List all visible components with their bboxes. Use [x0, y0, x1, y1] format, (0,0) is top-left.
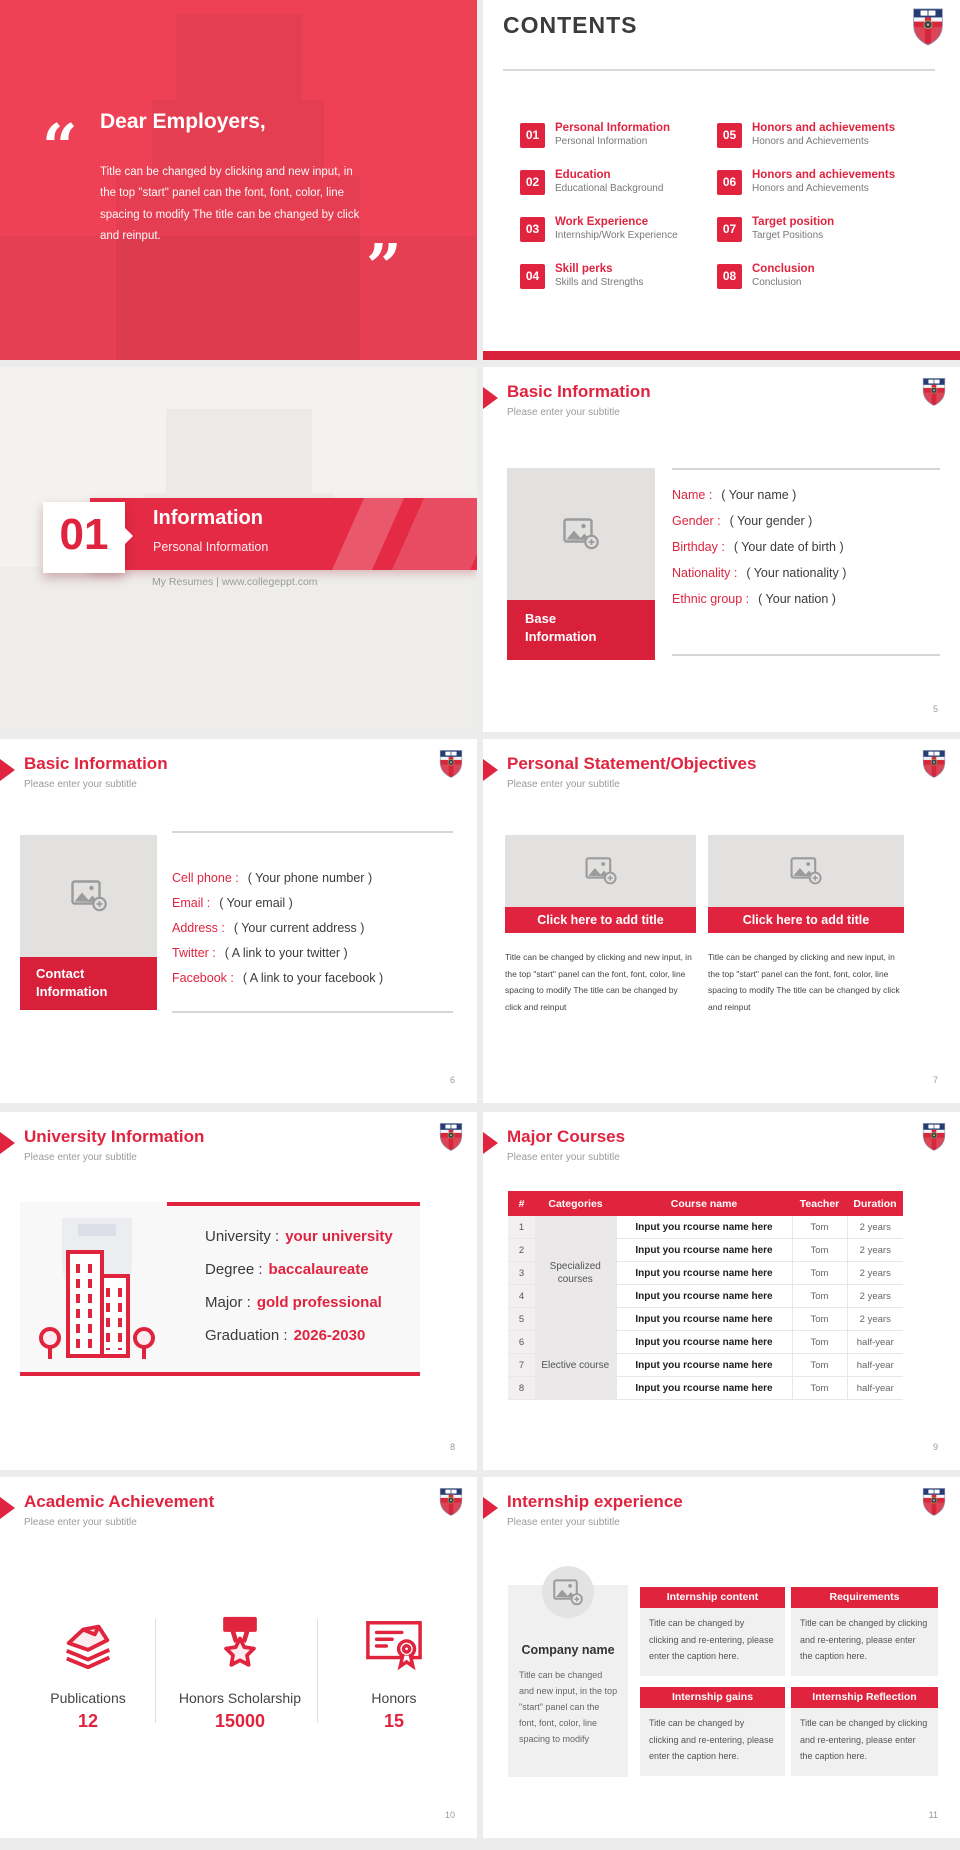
- slide-subtitle: Please enter your subtitle: [507, 1152, 620, 1163]
- item-subtitle: Honors and Achievements: [752, 136, 869, 147]
- page-number: 6: [449, 1075, 455, 1085]
- contents-item-04[interactable]: [520, 263, 717, 308]
- university-crest-icon: [922, 1122, 946, 1152]
- page-number: 10: [444, 1810, 455, 1820]
- field-label: Degree :: [205, 1261, 263, 1278]
- divider: [317, 1619, 318, 1723]
- slide-header: [0, 1492, 477, 1544]
- field-row: [172, 965, 383, 990]
- item-subtitle: Target Positions: [752, 230, 824, 241]
- cover-heading: Dear Employers,: [100, 110, 266, 133]
- arrow-marker-icon: [483, 759, 498, 781]
- slide-academic-achievement[interactable]: [0, 1477, 477, 1838]
- item-number-badge: 05: [717, 123, 742, 148]
- field-value: your university: [285, 1228, 393, 1245]
- photo-placeholder[interactable]: [20, 835, 157, 957]
- field-row: [172, 915, 383, 940]
- duration-cell: 2 years: [847, 1285, 903, 1308]
- field-label: Major :: [205, 1294, 251, 1311]
- building-silhouette: [176, 14, 302, 100]
- arrow-marker-icon: [0, 1497, 15, 1519]
- field-label: Cell phone :: [172, 870, 239, 885]
- column-header: #: [508, 1191, 535, 1216]
- slide-header: [483, 382, 960, 434]
- university-crest-icon: [922, 377, 946, 407]
- item-number-badge: 06: [717, 170, 742, 195]
- stat-label: Publications: [50, 1690, 126, 1706]
- contents-item-01[interactable]: [520, 122, 717, 167]
- teacher-cell: Tom: [792, 1216, 847, 1239]
- teacher-cell: Tom: [792, 1308, 847, 1331]
- section-footer: My Resumes | www.collegeppt.com: [152, 576, 318, 588]
- photo-label: [507, 600, 655, 660]
- field-label: Graduation :: [205, 1327, 288, 1344]
- field-row: [172, 890, 383, 915]
- slide-header: [0, 1127, 477, 1179]
- field-row: [205, 1228, 393, 1245]
- stat-publications: [8, 1616, 168, 1732]
- card-body-text: Title can be changed by clicking and re-entering, please enter the caption here.: [791, 1608, 938, 1676]
- divider: [172, 831, 453, 833]
- row-number: 7: [508, 1354, 535, 1377]
- duration-cell: half-year: [847, 1354, 903, 1377]
- add-photo-icon: [563, 518, 599, 550]
- field-label: Twitter :: [172, 945, 216, 960]
- arrow-marker-icon: [0, 1132, 15, 1154]
- building-silhouette: [0, 567, 477, 732]
- course-name-cell: Input you rcourse name here: [616, 1285, 792, 1308]
- item-subtitle: Personal Information: [555, 136, 648, 147]
- accent-line: [20, 1372, 420, 1376]
- internship-card: [640, 1687, 785, 1776]
- duration-cell: 2 years: [847, 1239, 903, 1262]
- bottom-accent-bar: [483, 351, 960, 360]
- stat-value: 15000: [214, 1711, 266, 1731]
- field-value: ( Your email ): [219, 895, 293, 910]
- open-quote-icon: “: [42, 110, 78, 183]
- field-row: [172, 865, 383, 890]
- table-row: [508, 1216, 903, 1239]
- item-subtitle: Honors and Achievements: [752, 183, 869, 194]
- course-name-cell: Input you rcourse name here: [616, 1354, 792, 1377]
- photo-placeholder[interactable]: [505, 835, 696, 907]
- field-row: [672, 508, 846, 534]
- field-value: ( Your date of birth ): [733, 540, 844, 554]
- field-value: baccalaureate: [268, 1261, 369, 1278]
- row-number: 4: [508, 1285, 535, 1308]
- add-photo-icon: [790, 857, 822, 885]
- contents-item-06[interactable]: [717, 169, 895, 214]
- teacher-cell: Tom: [792, 1331, 847, 1354]
- section-title: Information: [153, 507, 263, 529]
- section-banner: [90, 498, 477, 570]
- stat-value: 12: [77, 1711, 99, 1731]
- accent-line: [167, 1202, 420, 1206]
- slide-title: University Information: [24, 1127, 205, 1146]
- cover-body-text: Title can be changed by clicking and new input, in the top "start" panel can the font, font, color, line spacing to modify The title can be changed by click and reinput.: [100, 165, 360, 242]
- slide-basic-information[interactable]: [483, 367, 960, 732]
- item-number-badge: 02: [520, 170, 545, 195]
- field-label: Birthday :: [672, 540, 725, 554]
- item-title: Conclusion: [752, 263, 815, 275]
- university-crest-icon: [912, 7, 944, 47]
- field-value: ( Your current address ): [233, 920, 365, 935]
- card-title-bar[interactable]: Internship Reflection: [791, 1687, 938, 1708]
- row-number: 2: [508, 1239, 535, 1262]
- field-value: gold professional: [256, 1294, 382, 1311]
- field-row: [672, 482, 846, 508]
- field-value: 2026-2030: [293, 1327, 366, 1344]
- slide-title: Personal Statement/Objectives: [507, 754, 757, 773]
- table-row: [508, 1331, 903, 1354]
- card-body-text: Title can be changed by clicking and re-entering, please enter the caption here.: [640, 1708, 785, 1776]
- statement-card: [505, 835, 696, 1015]
- item-title: Work Experience: [555, 216, 649, 228]
- field-label: Gender :: [672, 514, 721, 528]
- photo-label-text: Contact Information: [36, 966, 108, 999]
- slide-contents[interactable]: [483, 0, 960, 360]
- university-crest-icon: [439, 1122, 463, 1152]
- field-label: Ethnic group :: [672, 592, 750, 606]
- field-row: [172, 940, 383, 965]
- category-cell: Elective course: [535, 1331, 616, 1400]
- field-list: [172, 865, 383, 990]
- field-label: University :: [205, 1228, 280, 1245]
- teacher-cell: Tom: [792, 1354, 847, 1377]
- company-body-text: Title can be changed and new input, in the top "start" panel can the font, font, color, line spacing to modify: [519, 1670, 618, 1744]
- university-fields: [205, 1228, 393, 1360]
- field-label: Email :: [172, 895, 211, 910]
- duration-cell: 2 years: [847, 1308, 903, 1331]
- divider: [172, 1011, 453, 1013]
- row-number: 1: [508, 1216, 535, 1239]
- slide-university-information[interactable]: [0, 1112, 477, 1470]
- slide-header: [0, 754, 477, 806]
- contents-title: CONTENTS: [503, 12, 638, 38]
- slide-header: [483, 1127, 960, 1179]
- building-silhouette: [166, 409, 312, 493]
- arrow-marker-icon: [483, 1497, 498, 1519]
- course-name-cell: Input you rcourse name here: [616, 1216, 792, 1239]
- banner-decoration: [388, 498, 477, 570]
- add-photo-icon: [71, 880, 107, 912]
- column-header: Course name: [616, 1191, 792, 1216]
- slide-subtitle: Please enter your subtitle: [24, 1517, 137, 1528]
- teacher-cell: Tom: [792, 1239, 847, 1262]
- field-row: [205, 1294, 393, 1311]
- add-photo-icon: [585, 857, 617, 885]
- field-label: Name :: [672, 488, 713, 502]
- table-header-row: [508, 1191, 903, 1216]
- contents-list: [520, 122, 895, 308]
- section-number-box: [43, 502, 125, 573]
- page-number: 7: [932, 1075, 938, 1085]
- slide-section-01[interactable]: [0, 367, 477, 732]
- add-title-button[interactable]: Click here to add title: [505, 907, 696, 933]
- duration-cell: half-year: [847, 1377, 903, 1400]
- slide-subtitle: Please enter your subtitle: [24, 1152, 137, 1163]
- slide-contact-information[interactable]: [0, 739, 477, 1103]
- item-title: Personal Information: [555, 122, 671, 134]
- duration-cell: half-year: [847, 1331, 903, 1354]
- field-row: [205, 1327, 393, 1344]
- item-title: Skill perks: [555, 263, 613, 275]
- photo-label: [20, 957, 157, 1010]
- teacher-cell: Tom: [792, 1285, 847, 1308]
- slide-title: Major Courses: [507, 1127, 626, 1146]
- item-title: Honors and achievements: [752, 122, 896, 134]
- field-value: ( Your phone number ): [247, 870, 373, 885]
- page-number: 8: [449, 1442, 455, 1452]
- field-value: ( Your nationality ): [746, 566, 847, 580]
- item-subtitle: Educational Background: [555, 183, 664, 194]
- company-panel: [508, 1585, 628, 1777]
- slide-header: [483, 754, 960, 806]
- column-header: Duration: [847, 1191, 903, 1216]
- category-cell: Specialized courses: [535, 1216, 616, 1331]
- photo-placeholder[interactable]: [708, 835, 904, 907]
- internship-card: [640, 1587, 785, 1676]
- card-title-bar[interactable]: Internship gains: [640, 1687, 785, 1708]
- course-table: [508, 1191, 903, 1400]
- section-number: 01: [59, 510, 109, 559]
- duration-cell: 2 years: [847, 1262, 903, 1285]
- slide-title: Academic Achievement: [24, 1492, 215, 1511]
- duration-cell: 2 years: [847, 1216, 903, 1239]
- field-value: ( Your name ): [721, 488, 797, 502]
- photo-label-text: Base Information: [525, 611, 597, 644]
- campus-building-illustration: [34, 1212, 160, 1368]
- stat-scholarship: [163, 1616, 317, 1732]
- card-title-bar[interactable]: Requirements: [791, 1587, 938, 1608]
- scholarship-medal-icon: [211, 1616, 269, 1674]
- row-number: 6: [508, 1331, 535, 1354]
- field-row: [672, 534, 846, 560]
- slide-title: Basic Information: [507, 382, 651, 401]
- item-number-badge: 08: [717, 264, 742, 289]
- field-value: ( A link to your twitter ): [224, 945, 348, 960]
- contents-item-03[interactable]: [520, 216, 717, 261]
- slide-subtitle: Please enter your subtitle: [24, 779, 137, 790]
- item-subtitle: Conclusion: [752, 277, 802, 288]
- course-name-cell: Input you rcourse name here: [616, 1308, 792, 1331]
- section-subtitle: Personal Information: [153, 540, 269, 554]
- course-name-cell: Input you rcourse name here: [616, 1239, 792, 1262]
- field-label: Facebook :: [172, 970, 234, 985]
- slide-internship-experience[interactable]: [483, 1477, 960, 1838]
- add-photo-icon: [553, 1579, 583, 1606]
- stat-honors: [322, 1616, 466, 1732]
- field-value: ( Your nation ): [758, 592, 836, 606]
- field-label: Nationality :: [672, 566, 738, 580]
- university-crest-icon: [922, 1487, 946, 1517]
- contents-item-02[interactable]: [520, 169, 717, 214]
- page-number: 9: [932, 1442, 938, 1452]
- divider: [672, 654, 940, 656]
- column-header: Teacher: [792, 1191, 847, 1216]
- slide-cover[interactable]: [0, 0, 477, 360]
- card-body-text: Title can be changed by clicking and new input, in the top "start" panel can the font, font, color, line spacing to modify The title can be changed by click and reinput: [708, 952, 900, 1012]
- row-number: 5: [508, 1308, 535, 1331]
- item-title: Education: [555, 169, 611, 181]
- arrow-marker-icon: [483, 1132, 498, 1154]
- university-crest-icon: [922, 749, 946, 779]
- item-number-badge: 07: [717, 217, 742, 242]
- course-name-cell: Input you rcourse name here: [616, 1331, 792, 1354]
- slide-title: Internship experience: [507, 1492, 683, 1511]
- teacher-cell: Tom: [792, 1377, 847, 1400]
- field-list: [672, 482, 846, 612]
- close-quote-icon: ”: [366, 230, 402, 303]
- item-number-badge: 01: [520, 123, 545, 148]
- slide-personal-statement[interactable]: [483, 739, 960, 1103]
- divider: [503, 69, 935, 71]
- course-name-cell: Input you rcourse name here: [616, 1262, 792, 1285]
- stat-label: Honors Scholarship: [178, 1690, 302, 1706]
- field-value: ( A link to your facebook ): [242, 970, 384, 985]
- teacher-cell: Tom: [792, 1262, 847, 1285]
- statement-card: [708, 835, 904, 1015]
- university-crest-icon: [439, 1487, 463, 1517]
- field-label: Address :: [172, 920, 225, 935]
- company-name: Company name: [521, 1643, 615, 1657]
- card-body-text: Title can be changed by clicking and re-entering, please enter the caption here.: [791, 1708, 938, 1776]
- divider: [672, 468, 940, 470]
- field-row: [672, 560, 846, 586]
- arrow-marker-icon: [483, 387, 498, 409]
- card-body-text: Title can be changed by clicking and new input, in the top "start" panel can the font, font, color, line spacing to modify The title can be changed by click and reinput: [505, 952, 692, 1012]
- item-subtitle: Internship/Work Experience: [555, 230, 678, 241]
- slide-subtitle: Please enter your subtitle: [507, 1517, 620, 1528]
- slide-major-courses[interactable]: [483, 1112, 960, 1470]
- item-number-badge: 03: [520, 217, 545, 242]
- internship-card: [791, 1587, 938, 1676]
- course-name-cell: Input you rcourse name here: [616, 1377, 792, 1400]
- row-number: 3: [508, 1262, 535, 1285]
- stat-label: Honors: [371, 1690, 417, 1706]
- field-row: [672, 586, 846, 612]
- university-crest-icon: [439, 749, 463, 779]
- slide-title: Basic Information: [24, 754, 168, 773]
- internship-card: [791, 1687, 938, 1776]
- card-body-text: Title can be changed by clicking and re-entering, please enter the caption here.: [640, 1608, 785, 1676]
- page-number: 11: [928, 1810, 938, 1820]
- university-card: [20, 1202, 420, 1376]
- photo-placeholder[interactable]: [542, 1566, 594, 1618]
- item-title: Honors and achievements: [752, 169, 896, 181]
- building-silhouette: [0, 230, 477, 360]
- item-title: Target position: [752, 216, 835, 228]
- photo-placeholder[interactable]: [507, 468, 655, 600]
- arrow-marker-icon: [0, 759, 15, 781]
- contents-item-07[interactable]: [717, 216, 895, 261]
- stat-value: 15: [383, 1711, 405, 1731]
- slide-subtitle: Please enter your subtitle: [507, 407, 620, 418]
- column-header: Categories: [535, 1191, 616, 1216]
- certificate-icon: [365, 1616, 423, 1674]
- field-row: [205, 1261, 393, 1278]
- contents-item-08[interactable]: [717, 263, 895, 308]
- field-value: ( Your gender ): [729, 514, 813, 528]
- notch-decoration: [125, 528, 133, 544]
- publications-icon: [59, 1616, 117, 1674]
- slide-subtitle: Please enter your subtitle: [507, 779, 620, 790]
- row-number: 8: [508, 1377, 535, 1400]
- item-number-badge: 04: [520, 264, 545, 289]
- slide-header: [483, 1492, 960, 1544]
- add-title-button[interactable]: Click here to add title: [708, 907, 904, 933]
- item-subtitle: Skills and Strengths: [555, 277, 644, 288]
- contents-item-05[interactable]: [717, 122, 895, 167]
- card-title-bar[interactable]: Internship content: [640, 1587, 785, 1608]
- page-number: 5: [932, 704, 938, 714]
